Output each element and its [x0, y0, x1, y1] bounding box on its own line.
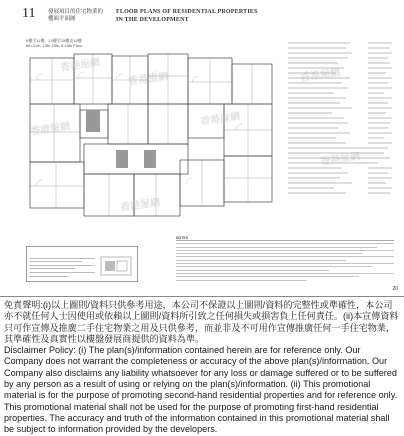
section-title-en: FLOOR PLANS OF RESIDENTIAL PROPERTIES IN THE DEVELOPMENT	[116, 9, 258, 23]
key-plan-box	[26, 246, 138, 282]
section-number: 11	[22, 6, 36, 21]
disclaimer	[4, 300, 400, 436]
plan-title-en: 6th-11th, 13th-15th & 16th Floor	[26, 43, 83, 48]
disclaimer-en: Disclaimer Policy: (i) The plan(s)/information contained herein are for reference only. Our Company does not warrant the completeness or accuracy of the above plan(s)/information. Our Company also disclaims any liability whatsoever for any loss or damage suffered or to be suffered by any person as a result of using or relying on the plan(s)/information. (ii) This promotional material is for the purpose of promoting second-hand residential properties and for reference only. This promotional material shall not be used for the purpose of promoting first-hand residential properties. The accuracy and truth of the information contained in this promotional material shall be subject to information provided by the developers.	[4, 345, 398, 435]
key-plan-text	[29, 255, 95, 279]
watermark: 香港屋網	[319, 151, 361, 168]
page-header	[0, 0, 404, 28]
watermark: 香港屋網	[59, 57, 101, 74]
watermark: 香港屋網	[199, 111, 241, 128]
plan-title	[26, 38, 82, 48]
notes-section	[176, 236, 394, 283]
key-plan-diagram	[99, 255, 133, 277]
watermark: 香港屋網	[29, 121, 71, 138]
abbreviation-legend	[288, 40, 392, 205]
page-number: 20	[392, 286, 398, 292]
section-title-cn: 發展項目的住宅物業的樓面平面圖	[48, 9, 104, 22]
watermark: 香港屋網	[127, 71, 169, 88]
watermark: 香港屋網	[119, 197, 161, 214]
disclaimer-cn: 免責聲明:(i)以上圖則/資料只供參考用途，本公司不保證以上圖則/資料的完整性或準確性，本公司亦不就任何人士因使用或依賴以上圖則/資料所引致之任何損失或損害負上任何責任。(ii)本宣傳資料只可作宣傳及推廣二手住宅物業之用及只供參考，而並非及不可用作宣傳推廣任何一手住宅物業，其準確性及真實性以樓盤發展商提供的資料為準。	[4, 300, 399, 344]
plan-title-cn: 6樓至11樓、13樓至15樓及16樓	[26, 38, 82, 43]
legend-rows	[288, 40, 392, 200]
watermark: 香港屋網	[299, 67, 341, 84]
notes-title: NOTES	[176, 236, 394, 241]
